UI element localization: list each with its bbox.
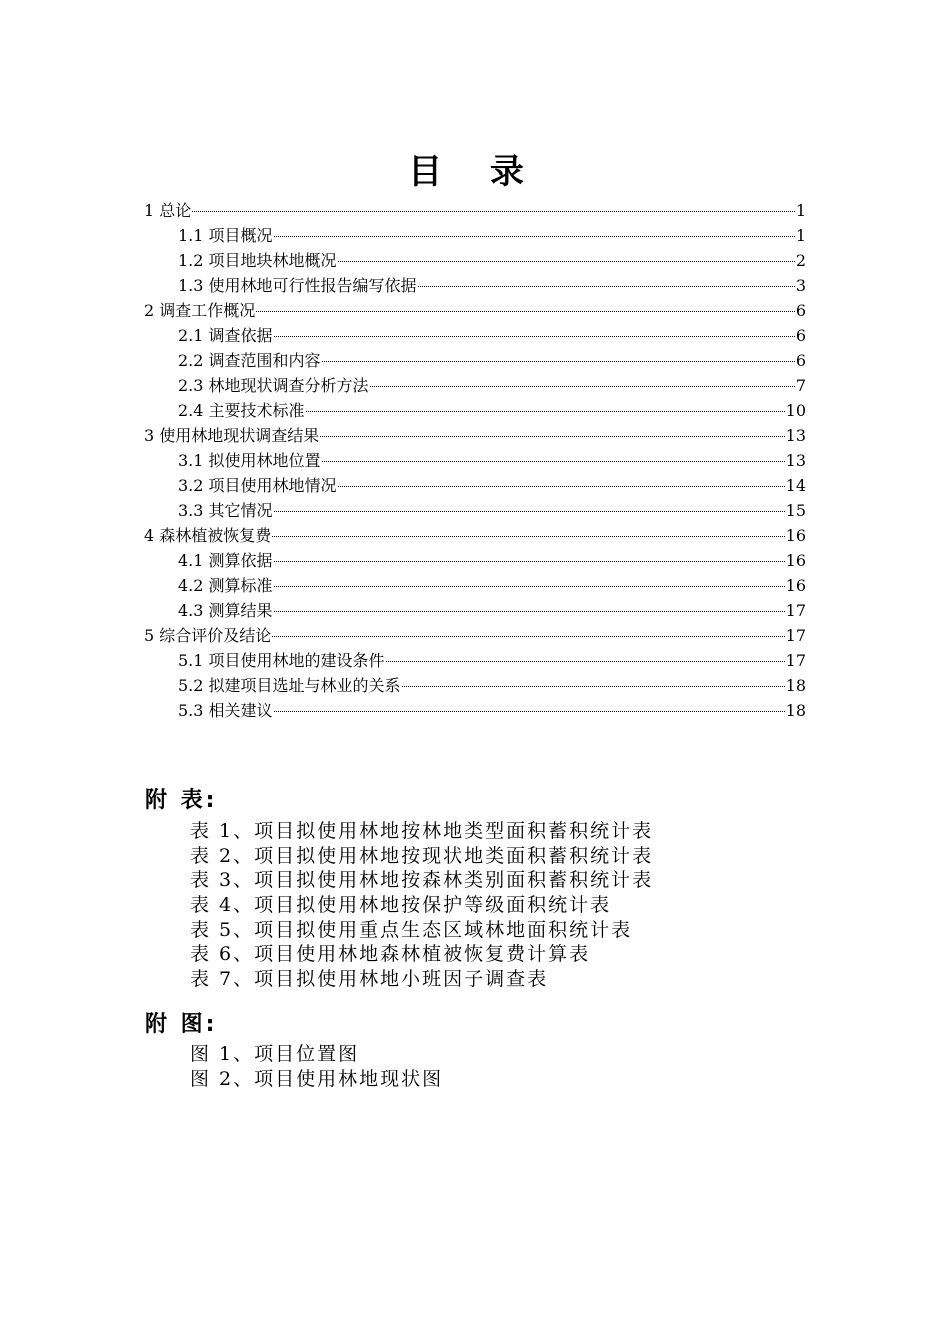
toc-dot-leader	[256, 311, 795, 312]
toc-entry-label: 2.3 林地现状调查分析方法	[178, 376, 369, 395]
toc-entry[interactable]	[144, 323, 806, 348]
toc-entry-label: 1.2 项目地块林地概况	[178, 251, 337, 270]
toc-entry-page-number: 13	[785, 426, 806, 445]
toc-dot-leader	[338, 261, 795, 262]
toc-dot-leader	[274, 336, 795, 337]
table-of-contents	[144, 198, 806, 723]
toc-entry[interactable]	[144, 348, 806, 373]
toc-entry[interactable]	[144, 398, 806, 423]
toc-entry[interactable]	[144, 273, 806, 298]
toc-entry-label: 4.2 测算标准	[178, 576, 273, 595]
toc-entry[interactable]	[144, 523, 806, 548]
list-item: 表 7、项目拟使用林地小班因子调查表	[190, 968, 549, 991]
toc-entry-label: 3.2 项目使用林地情况	[178, 476, 337, 495]
page-title: 目 录	[408, 152, 542, 192]
toc-entry-label: 4.3 测算结果	[178, 601, 273, 620]
toc-entry[interactable]	[144, 298, 806, 323]
toc-entry-label: 4.1 测算依据	[178, 551, 273, 570]
toc-dot-leader	[306, 411, 785, 412]
appendix-figures-heading: 附 图:	[145, 1012, 218, 1037]
toc-dot-leader	[386, 661, 785, 662]
toc-dot-leader	[274, 586, 785, 587]
toc-dot-leader	[272, 636, 784, 637]
toc-dot-leader	[322, 361, 795, 362]
toc-entry-page-number: 14	[785, 476, 806, 495]
list-item: 图 2、项目使用林地现状图	[190, 1067, 444, 1090]
toc-entry[interactable]	[144, 423, 806, 448]
toc-dot-leader	[274, 236, 795, 237]
toc-entry-page-number: 18	[785, 701, 806, 720]
toc-entry-label: 5.3 相关建议	[178, 701, 273, 720]
appendix-tables-heading: 附 表:	[145, 788, 218, 813]
toc-entry-page-number: 16	[785, 551, 806, 570]
toc-entry-page-number: 1	[795, 201, 806, 220]
list-item: 表 3、项目拟使用林地按森林类别面积蓄积统计表	[190, 869, 654, 892]
toc-entry[interactable]	[144, 448, 806, 473]
toc-entry-label: 2.1 调查依据	[178, 326, 273, 345]
toc-entry[interactable]	[144, 673, 806, 698]
toc-entry-page-number: 16	[785, 576, 806, 595]
toc-entry-page-number: 13	[785, 451, 806, 470]
toc-entry[interactable]	[144, 248, 806, 273]
toc-entry[interactable]	[144, 223, 806, 248]
toc-entry-page-number: 18	[785, 676, 806, 695]
toc-dot-leader	[370, 386, 795, 387]
toc-dot-leader	[418, 286, 795, 287]
toc-entry[interactable]	[144, 548, 806, 573]
toc-dot-leader	[274, 711, 785, 712]
toc-entry-page-number: 7	[795, 376, 806, 395]
toc-dot-leader	[274, 511, 785, 512]
toc-dot-leader	[322, 461, 785, 462]
toc-dot-leader	[274, 611, 785, 612]
toc-entry-label: 3.3 其它情况	[178, 501, 273, 520]
toc-entry-label: 3 使用林地现状调查结果	[144, 426, 320, 445]
toc-entry-page-number: 17	[785, 651, 806, 670]
toc-entry[interactable]	[144, 498, 806, 523]
list-item: 表 5、项目拟使用重点生态区域林地面积统计表	[190, 918, 633, 941]
toc-entry[interactable]	[144, 598, 806, 623]
toc-dot-leader	[272, 536, 784, 537]
toc-entry-label: 2.2 调查范围和内容	[178, 351, 321, 370]
toc-dot-leader	[274, 561, 785, 562]
toc-entry-page-number: 15	[785, 501, 806, 520]
toc-dot-leader	[338, 486, 785, 487]
toc-dot-leader	[192, 211, 795, 212]
toc-entry-label: 4 森林植被恢复费	[144, 526, 272, 545]
toc-entry-page-number: 17	[785, 601, 806, 620]
list-item: 表 6、项目使用林地森林植被恢复费计算表	[190, 943, 591, 966]
list-item: 图 1、项目位置图	[190, 1043, 360, 1065]
toc-entry-page-number: 3	[795, 276, 806, 295]
toc-entry-page-number: 6	[795, 301, 806, 320]
appendix-tables-list	[190, 819, 653, 992]
list-item: 表 1、项目拟使用林地按林地类型面积蓄积统计表	[190, 820, 654, 842]
toc-entry-page-number: 1	[795, 226, 806, 245]
toc-entry-label: 1.1 项目概况	[178, 226, 273, 245]
toc-entry-label: 1.3 使用林地可行性报告编写依据	[178, 276, 417, 295]
toc-entry[interactable]	[144, 373, 806, 398]
toc-entry-label: 2 调查工作概况	[144, 301, 256, 320]
toc-entry-page-number: 2	[795, 251, 806, 270]
toc-entry-page-number: 16	[785, 526, 806, 545]
toc-entry-label: 5.2 拟建项目选址与林业的关系	[178, 676, 401, 695]
toc-entry-label: 3.1 拟使用林地位置	[178, 451, 321, 470]
toc-entry[interactable]	[144, 648, 806, 673]
toc-dot-leader	[402, 686, 785, 687]
toc-entry-label: 5.1 项目使用林地的建设条件	[178, 651, 385, 670]
toc-entry[interactable]	[144, 473, 806, 498]
toc-entry[interactable]	[144, 698, 806, 723]
toc-dot-leader	[320, 436, 784, 437]
list-item: 表 4、项目拟使用林地按保护等级面积统计表	[190, 894, 612, 917]
toc-entry-page-number: 6	[795, 326, 806, 345]
appendix-figures-list	[190, 1042, 443, 1091]
toc-entry-label: 5 综合评价及结论	[144, 626, 272, 645]
toc-entry-label: 2.4 主要技术标准	[178, 401, 305, 420]
toc-entry-label: 1 总论	[144, 201, 192, 220]
toc-entry-page-number: 6	[795, 351, 806, 370]
toc-entry-page-number: 10	[785, 401, 806, 420]
toc-entry-page-number: 17	[785, 626, 806, 645]
toc-entry[interactable]	[144, 573, 806, 598]
toc-entry[interactable]	[144, 198, 806, 223]
toc-entry[interactable]	[144, 623, 806, 648]
list-item: 表 2、项目拟使用林地按现状地类面积蓄积统计表	[190, 844, 654, 867]
